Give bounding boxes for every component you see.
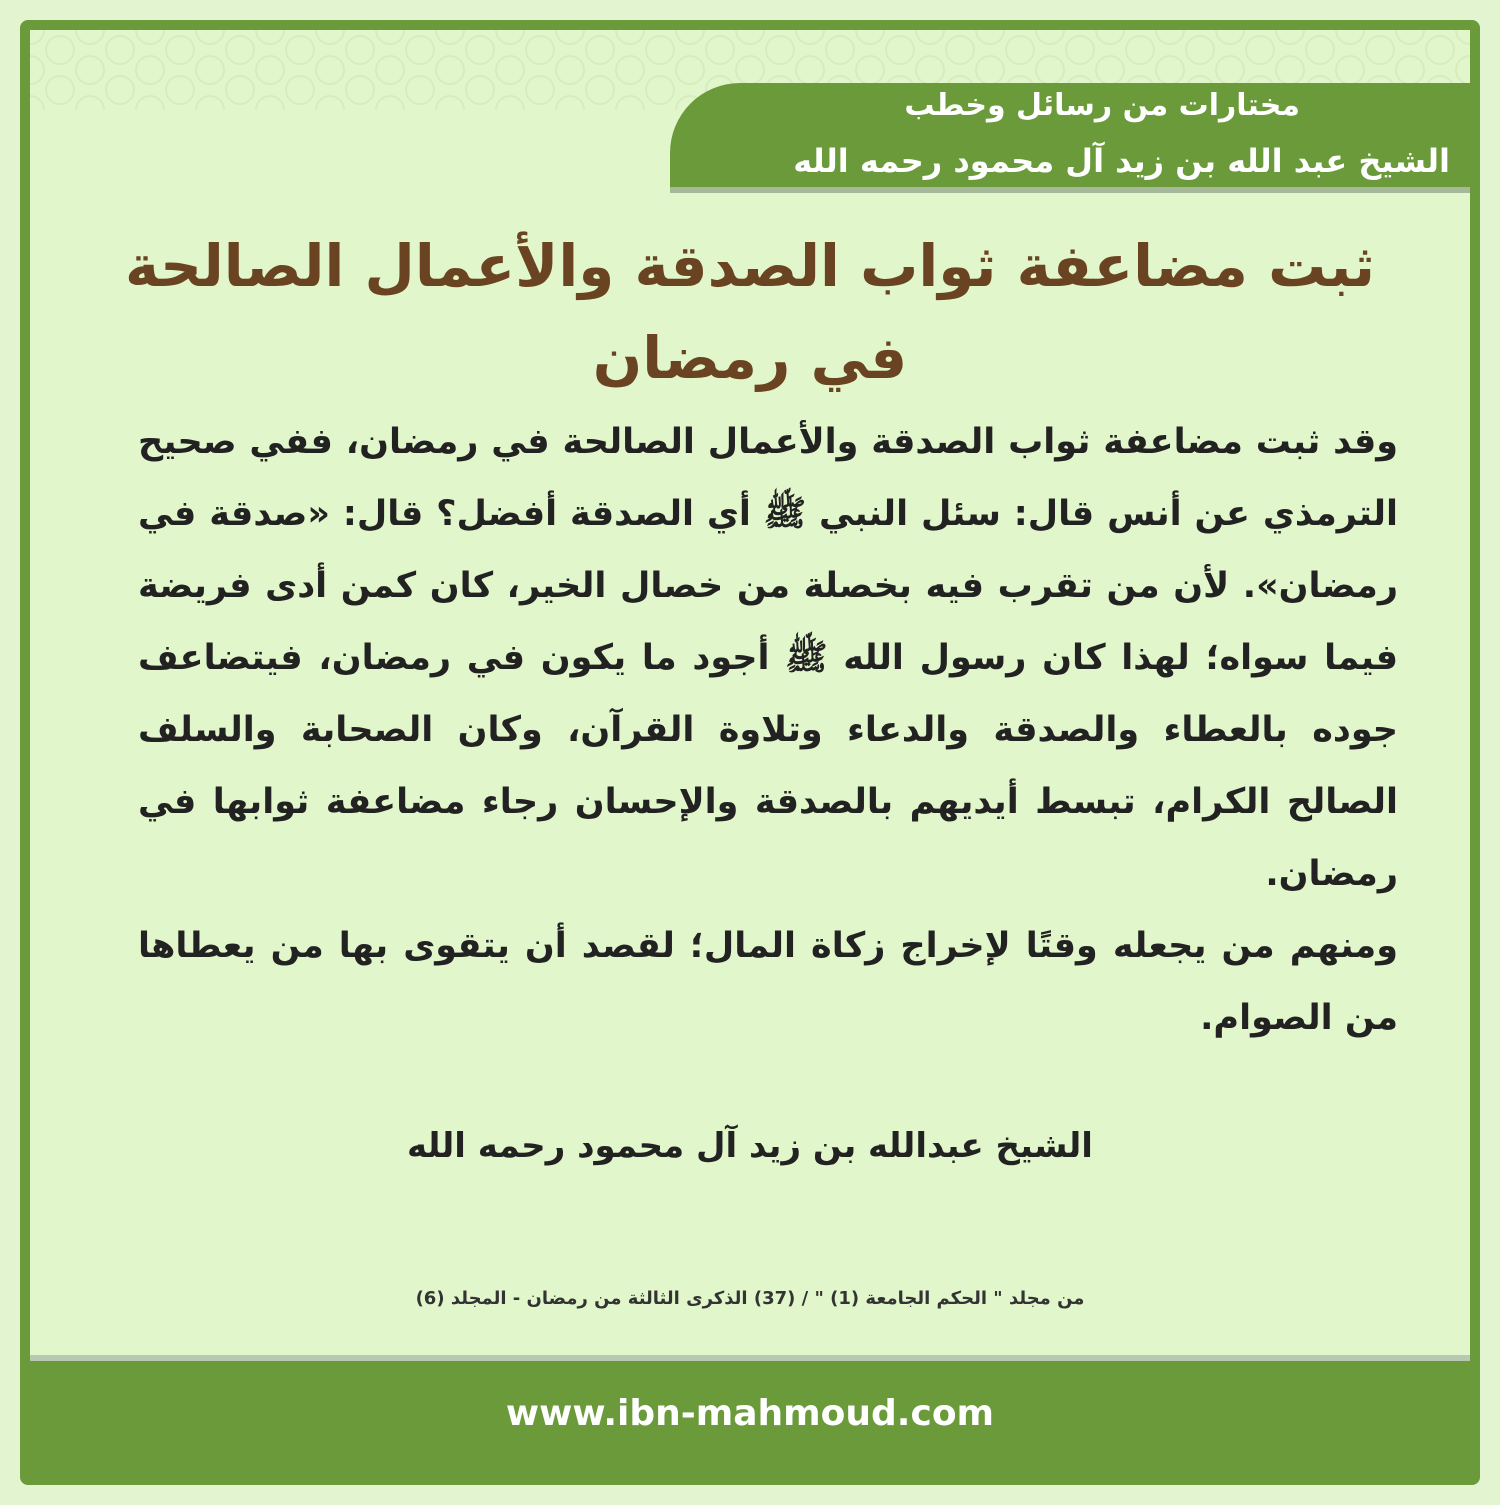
header-author: الشيخ عبد الله بن زيد آل محمود رحمه الله xyxy=(793,142,1450,180)
content-card xyxy=(30,30,1470,1355)
body-paragraph-2: ومنهم من يجعله وقتًا لإخراج زكاة المال؛ لقصد أن يتقوى بها من يعطاها من الصوام. xyxy=(138,926,1398,1038)
article-body xyxy=(138,406,1398,1054)
title-line-2: في رمضان xyxy=(592,324,908,392)
body-paragraph-1: وقد ثبت مضاعفة ثواب الصدقة والأعمال الصالحة في رمضان، ففي صحيح الترمذي عن أنس قال: سئل النبي ﷺ أي الصدقة أفضل؟ قال: «صدقة في رمضان». لأن من تقرب فيه بخصلة من خصال الخير، كان كمن أدى فريضة فيما سواه؛ لهذا كان رسول الله ﷺ أجود ما يكون في رمضان، فيتضاعف جوده بالعطاء والصدقة والدعاء وتلاوة القرآن، وكان الصحابة والسلف الصالح الكرام، تبسط أيديهم بالصدقة والإحسان رجاء مضاعفة ثوابها في رمضان. xyxy=(138,422,1398,894)
website-link[interactable]: www.ibn-mahmoud.com xyxy=(505,1393,995,1434)
author-signature: الشيخ عبدالله بن زيد آل محمود رحمه الله xyxy=(407,1126,1093,1166)
card-bottom-shadow xyxy=(30,1355,1470,1361)
header-series-title: مختارات من رسائل وخطب xyxy=(904,88,1300,123)
source-citation: من مجلد " الحكم الجامعة (1) " / (37) الذكرى الثالثة من رمضان - المجلد (6) xyxy=(415,1288,1085,1309)
page-title xyxy=(90,220,1410,404)
title-line-1: ثبت مضاعفة ثواب الصدقة والأعمال الصالحة xyxy=(124,232,1376,300)
